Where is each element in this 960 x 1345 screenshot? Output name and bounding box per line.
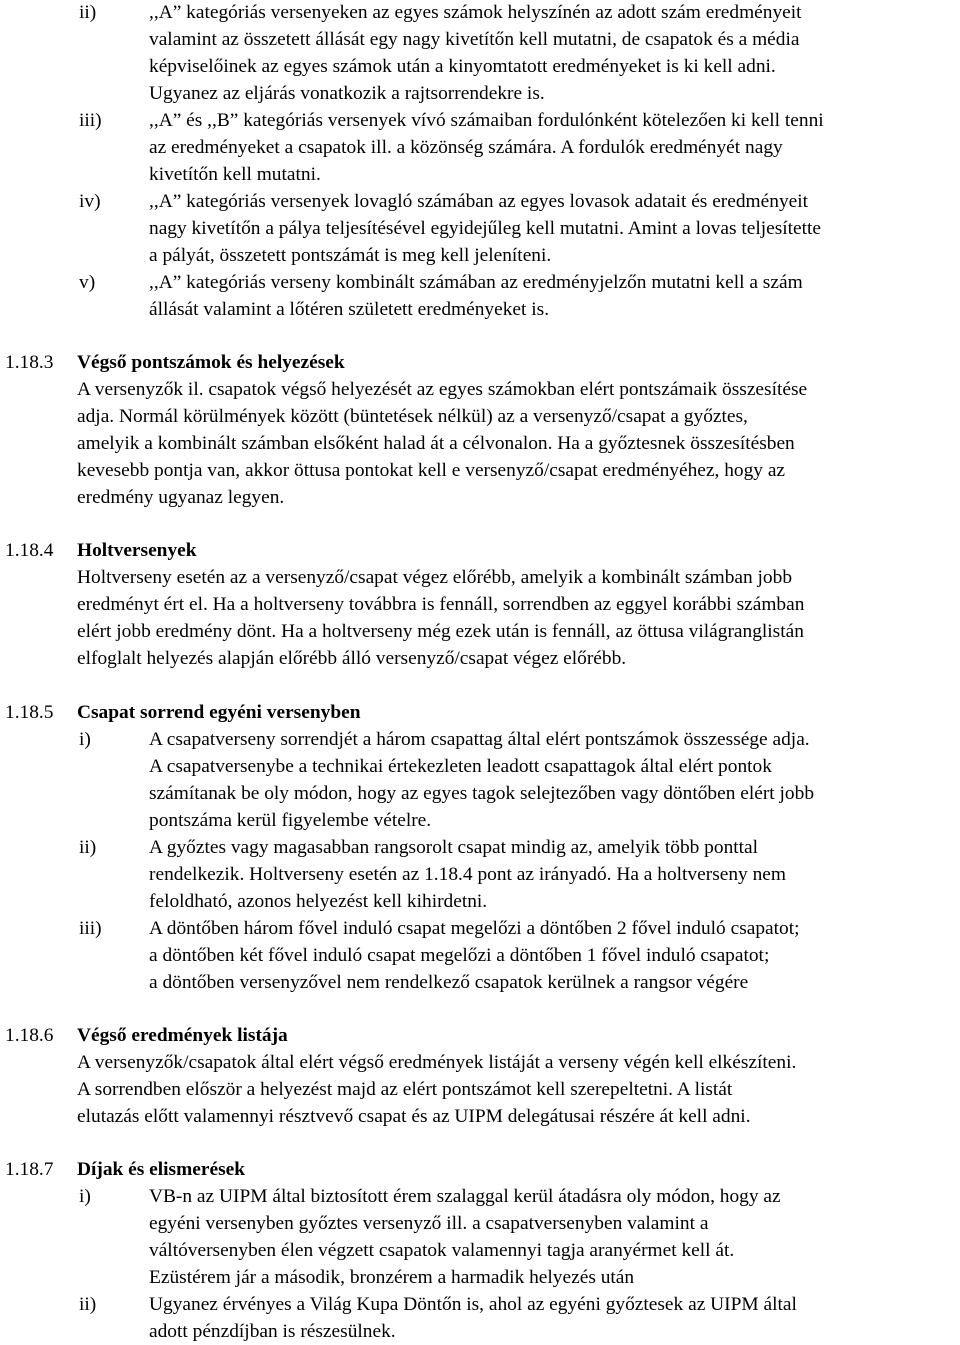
- text-line: feloldható, azonos helyezést kell kihirdetni.: [149, 891, 488, 912]
- text-line: A döntőben három fővel induló csapat megelőzi a döntőben 2 fővel induló csapatot;: [149, 918, 800, 939]
- list-marker: ii): [79, 1294, 97, 1315]
- list-item: [0, 188, 960, 269]
- text-line: adja. Normál körülmények között (büntetések nélkül) az a versenyző/csapat a győztes,: [77, 406, 748, 427]
- list-item: [0, 0, 960, 107]
- text-line: a pályát, összetett pontszámát is meg kell jeleníteni.: [149, 245, 552, 266]
- section-title: Csapat sorrend egyéni versenyben: [77, 702, 361, 723]
- section-1-18-5: [0, 699, 960, 996]
- list-item: [0, 915, 960, 996]
- list-marker: v): [79, 272, 96, 293]
- list-marker: iii): [79, 918, 102, 939]
- text-line: Ugyanez az eljárás vonatkozik a rajtsorrendekre is.: [149, 83, 545, 104]
- section-1-18-4: [0, 537, 960, 672]
- list-marker: ii): [79, 2, 97, 23]
- text-line: elutazás előtt valamennyi résztvevő csapat és az UIPM delegátusai részére át kell adni.: [77, 1106, 751, 1127]
- text-line: az eredményeket a csapatok ill. a közönség számára. A fordulók eredményét nagy: [149, 137, 783, 158]
- list-marker: i): [79, 1186, 91, 1207]
- text-line: Holtverseny esetén az a versenyző/csapat végez előrébb, amelyik a kombinált számban jobb: [77, 567, 793, 588]
- text-line: kivetítőn kell mutatni.: [149, 164, 321, 185]
- text-line: ,,A” kategóriás versenyeken az egyes számok helyszínén az adott szám eredményeit: [149, 2, 802, 23]
- section-paragraph: [0, 564, 960, 672]
- section-1-18-6: [0, 1022, 960, 1130]
- section-number: 1.18.4: [5, 540, 54, 561]
- list-marker: i): [79, 729, 91, 750]
- section-paragraph: [0, 376, 960, 511]
- text-line: kevesebb pontja van, akkor öttusa pontokat kell e versenyző/csapat eredményéhez, hogy az: [77, 460, 786, 481]
- intro-list: [0, 0, 960, 323]
- text-line: eredményt ért el. Ha a holtverseny továbbra is fennáll, sorrendben az eggyel korábbi számban: [77, 594, 805, 615]
- text-line: rendelkezik. Holtverseny esetén az 1.18.4 pont az irányadó. Ha a holtverseny nem: [149, 864, 786, 885]
- text-line: VB-n az UIPM által biztosított érem szalaggal kerül átadásra oly módon, hogy az: [149, 1186, 781, 1207]
- section-title: Díjak és elismerések: [77, 1159, 246, 1180]
- list-item: [0, 1183, 960, 1291]
- list-marker: ii): [79, 837, 97, 858]
- text-line: számítanak be oly módon, hogy az egyes tagok selejtezőben vagy döntőben elért jobb: [149, 783, 815, 804]
- section-number: 1.18.7: [5, 1159, 54, 1180]
- text-line: A sorrendben először a helyezést majd az elért pontszámot kell szerepeltetni. A listát: [77, 1079, 733, 1100]
- text-line: A versenyzők/csapatok által elért végső eredmények listáját a verseny végén kell elkészíteni.: [77, 1052, 797, 1073]
- section-number: 1.18.5: [5, 702, 54, 723]
- section-title: Végső pontszámok és helyezések: [77, 352, 345, 373]
- text-line: amelyik a kombinált számban elsőként halad át a célvonalon. Ha a győztesnek összesítésben: [77, 433, 795, 454]
- text-line: A csapatversenybe a technikai értekezleten leadott csapattagok által elért pontok: [149, 756, 772, 777]
- list-marker: iv): [79, 191, 101, 212]
- section-paragraph: [0, 1049, 960, 1130]
- text-line: A versenyzők il. csapatok végső helyezését az egyes számokban elért pontszámaik összesítése: [77, 379, 808, 400]
- text-line: ,,A” kategóriás versenyek lovagló számában az egyes lovasok adatait és eredményeit: [149, 191, 809, 212]
- list-item: [0, 1291, 960, 1345]
- text-line: a döntőben két fővel induló csapat megelőzi a döntőben 1 fővel induló csapatot;: [149, 945, 770, 966]
- section-title: Holtversenyek: [77, 540, 197, 561]
- section-number: 1.18.6: [5, 1025, 54, 1046]
- list-item: [0, 834, 960, 915]
- list-marker: iii): [79, 110, 102, 131]
- text-line: a döntőben versenyzővel nem rendelkező csapatok kerülnek a rangsor végére: [149, 972, 749, 993]
- section-number: 1.18.3: [5, 352, 54, 373]
- section-1-18-3: [0, 349, 960, 511]
- text-line: valamint az összetett állását egy nagy kivetítőn kell mutatni, de csapatok és a média: [149, 29, 800, 50]
- text-line: képviselőinek az egyes számok után a kinyomtatott eredményeket is ki kell adni.: [149, 56, 776, 77]
- text-line: A csapatverseny sorrendjét a három csapattag által elért pontszámok összessége adja.: [149, 729, 810, 750]
- text-line: Ugyanez érvényes a Világ Kupa Döntőn is, ahol az egyéni győztesek az UIPM által: [149, 1294, 797, 1315]
- text-line: pontszáma kerül figyelembe vételre.: [149, 810, 432, 831]
- text-line: állását valamint a lőtéren született eredményeket is.: [149, 299, 550, 320]
- text-line: nagy kivetítőn a pálya teljesítésével egyidejűleg kell mutatni. Amint a lovas teljesítette: [149, 218, 822, 239]
- list-item: [0, 269, 960, 323]
- text-line: váltóversenyben élen végzett csapatok valamennyi tagja aranyérmet kell át.: [149, 1240, 735, 1261]
- text-line: elért jobb eredmény dönt. Ha a holtverseny még ezek után is fennáll, az öttusa világranglistán: [77, 621, 804, 642]
- text-line: egyéni versenyben győztes versenyző ill. a csapatversenyben valamint a: [149, 1213, 709, 1234]
- section-title: Végső eredmények listája: [77, 1025, 288, 1046]
- list-item: [0, 726, 960, 834]
- text-line: Ezüstérem jár a második, bronzérem a harmadik helyezés után: [149, 1267, 635, 1288]
- section-1-18-7: [0, 1156, 960, 1345]
- text-line: A győztes vagy magasabban rangsorolt csapat mindig az, amelyik több ponttal: [149, 837, 759, 858]
- text-line: elfoglalt helyezés alapján előrébb álló versenyző/csapat végez előrébb.: [77, 648, 627, 669]
- text-line: ,,A” kategóriás verseny kombinált számában az eredményjelzőn mutatni kell a szám: [149, 272, 803, 293]
- text-line: ,,A” és ,,B” kategóriás versenyek vívó számaiban fordulónként kötelezően ki kell tenni: [149, 110, 824, 131]
- list-item: [0, 107, 960, 188]
- text-line: eredmény ugyanaz legyen.: [77, 487, 285, 508]
- text-line: adott pénzdíjban is részesülnek.: [149, 1321, 396, 1342]
